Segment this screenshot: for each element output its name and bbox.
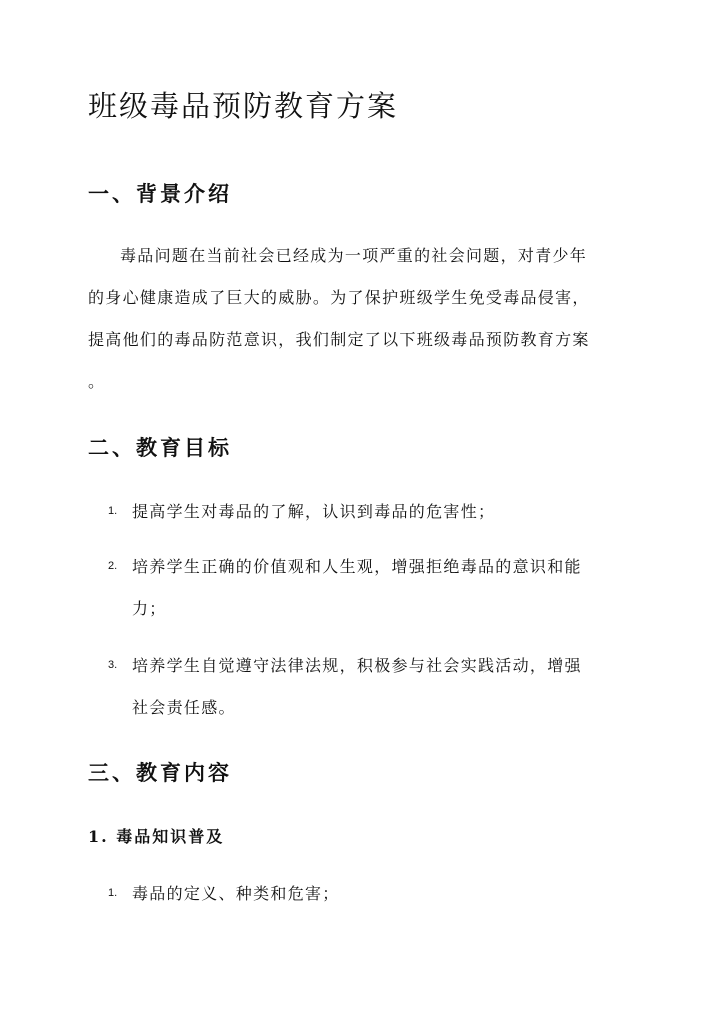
section-heading-background: 一、背景介绍 (88, 181, 232, 206)
list-item-number: 2. (108, 560, 118, 572)
subsection-heading: 1. 毒品知识普及 (88, 827, 225, 846)
document-title: 班级毒品预防教育方案 (88, 89, 399, 123)
list-item-line: 培养学生正确的价值观和人生观，增强拒绝毒品的意识和能 (132, 557, 582, 576)
section-heading-goals: 二、教育目标 (88, 435, 232, 460)
list-item-number: 1. (108, 887, 118, 899)
list-item-number: 1. (108, 505, 118, 517)
paragraph-line: 。 (88, 372, 106, 391)
goal-list-item (108, 656, 628, 717)
list-item-number: 3. (108, 659, 118, 671)
list-item-line: 力； (132, 599, 167, 618)
list-item-line: 毒品的定义、种类和危害； (132, 884, 340, 903)
goal-list-item (108, 557, 628, 618)
goal-list-item (108, 502, 628, 560)
list-item-line: 社会责任感。 (132, 698, 236, 717)
list-item-line: 提高学生对毒品的了解，认识到毒品的危害性； (132, 502, 496, 521)
section-heading-content: 三、教育内容 (88, 760, 232, 785)
paragraph-line: 提高他们的毒品防范意识，我们制定了以下班级毒品预防教育方案 (88, 330, 590, 349)
paragraph-line: 毒品问题在当前社会已经成为一项严重的社会问题，对青少年 (120, 246, 588, 265)
content-list-item (108, 884, 628, 942)
background-paragraph (88, 235, 633, 403)
list-item-line: 培养学生自觉遵守法律法规，积极参与社会实践活动，增强 (132, 656, 582, 675)
paragraph-line: 的身心健康造成了巨大的威胁。为了保护班级学生免受毒品侵害， (88, 288, 590, 307)
